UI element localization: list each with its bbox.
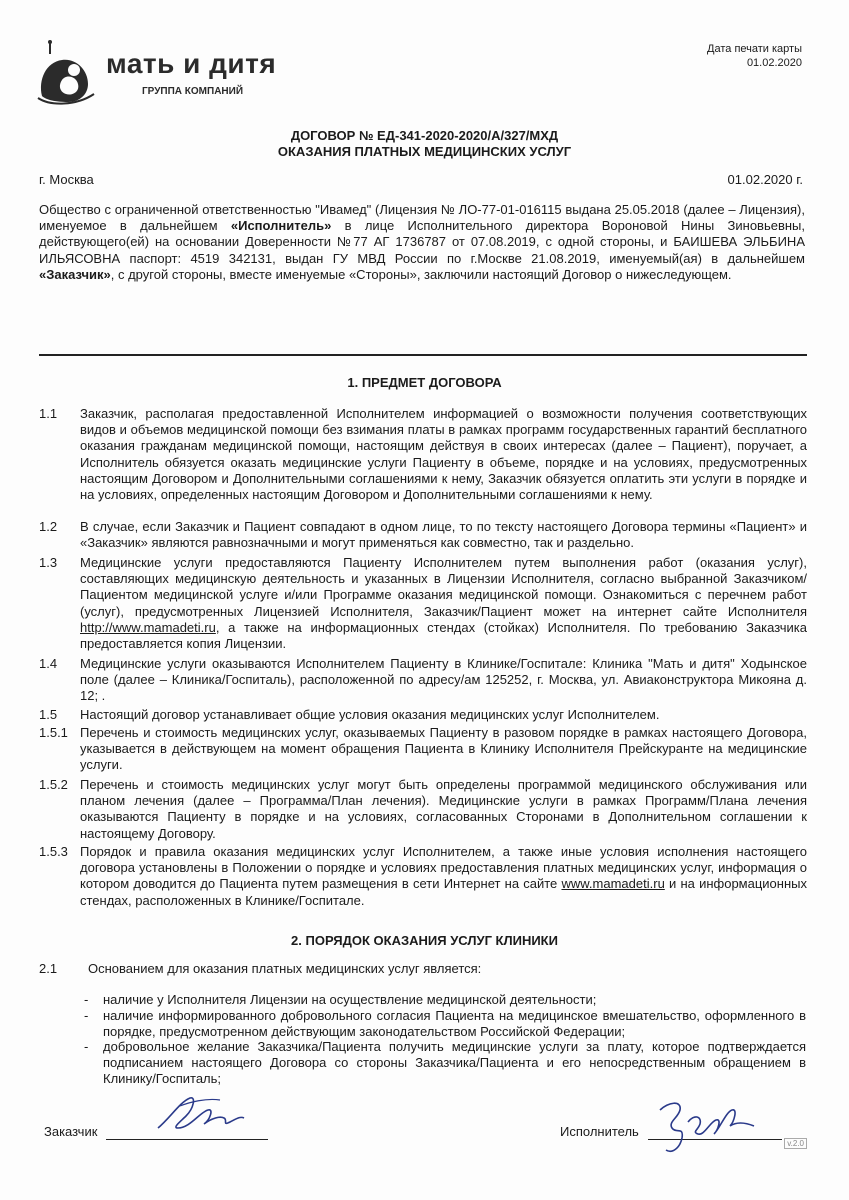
clause-text: Настоящий договор устанавливает общие условия оказания медицинских услуг Исполнителем.	[80, 707, 660, 722]
print-date-block	[707, 42, 802, 70]
dash-bullet: -	[84, 992, 89, 1007]
preamble-customer-term: «Заказчик»	[39, 266, 111, 282]
clause-number: 1.5.3	[39, 844, 68, 859]
company-logo	[36, 40, 296, 110]
clause-number: 1.5	[39, 707, 58, 722]
clause-text: В случае, если Заказчик и Пациент совпадают в одном лице, то по тексту настоящего Договора термины «Пациент» и «Заказчик» являются равнозначными и могут применяться как совместно, так и раздельно.	[80, 519, 807, 551]
website-link[interactable]: http://www.mamadeti.ru	[80, 619, 216, 635]
clause-number: 1.5.1	[39, 725, 68, 740]
logo-brand-text: мать и дитя	[106, 48, 277, 79]
clause-number: 2.1	[39, 961, 58, 976]
print-date-value: 01.02.2020	[746, 57, 802, 69]
clause-number: 1.2	[39, 519, 58, 534]
clause-text-part: , а также на информационных стендах (стойках) Исполнителя. По требованию Заказчика предоставляется копия Лицензии.	[80, 619, 807, 652]
executor-signature-label: Исполнитель	[560, 1124, 639, 1139]
clause-1-2	[39, 519, 807, 551]
dash-bullet: -	[84, 1008, 89, 1023]
list-item-text: добровольное желание Заказчика/Пациента получить медицинские услуги за плату, которое подтверждается подписанием настоящего Договора со стороны Заказчика/Пациента и его непосредственным обращением в Клинику/Госпиталь;	[103, 1039, 806, 1086]
clause-text	[80, 844, 807, 909]
version-label: v.2.0	[784, 1138, 807, 1149]
website-link[interactable]: www.mamadeti.ru	[561, 876, 665, 892]
list-item-text: наличие информированного добровольного согласия Пациента на медицинское вмешательство, оформленного в порядке, предусмотренном действующим законодательством Российской Федерации;	[103, 1008, 806, 1039]
clause-text-part: Порядок и правила оказания медицинских услуг Исполнителем, а также иные условия исполнения настоящего договора установлены в Положении о порядке и условиях предоставления платных медицинских услуг, информация о котором доводится до Пациента путем размещения в сети Интернет на сайте	[80, 844, 807, 892]
clause-text-part: и на информационных стендах, расположенных в Клинике/Госпитале.	[80, 876, 807, 908]
list-item	[84, 1039, 806, 1087]
clause-text: Основанием для оказания платных медицинских услуг является:	[88, 961, 482, 976]
clause-1-5-2	[39, 777, 807, 842]
clause-1-5	[39, 707, 807, 723]
contract-date: 01.02.2020 г.	[727, 172, 803, 187]
clause-number: 1.3	[39, 555, 58, 570]
list-item	[84, 1008, 806, 1040]
clause-1-5-1	[39, 725, 807, 774]
contract-title-name: ОКАЗАНИЯ ПЛАТНЫХ МЕДИЦИНСКИХ УСЛУГ	[277, 144, 572, 159]
contract-city: г. Москва	[39, 172, 94, 187]
print-date-label: Дата печати карты	[707, 43, 802, 55]
clause-1-1	[39, 406, 807, 503]
preamble-text-1: Общество с ограниченной ответственностью "Ивамед" (Лицензия № ЛО-77-01-016115 выдана 25.05.2018 (далее – Лицензия), именуемое в дальнейшем	[39, 202, 805, 234]
list-item-text: наличие у Исполнителя Лицензии на осуществление медицинской деятельности;	[103, 992, 597, 1007]
clause-1-3	[39, 555, 807, 652]
clause-text-part: Медицинские услуги предоставляются Пациенту Исполнителем путем выполнения работ (оказания услуг), составляющих медицинскую деятельность и указанных в Лицензии Исполнителя, согласно выбранной Заказчиком/Пациентом медицинской услуге и/или Программе оказания медицинской помощи. Ознакомиться с перечнем работ (услуг), предусмотренных Лицензией Исполнителя, Заказчик/Пациент может на интернет сайте Исполнителя	[80, 555, 807, 619]
section-heading-2: 2. ПОРЯДОК ОКАЗАНИЯ УСЛУГ КЛИНИКИ	[291, 933, 558, 948]
customer-signature-label: Заказчик	[44, 1124, 98, 1139]
mother-child-logo-icon	[36, 40, 98, 108]
clause-number: 1.1	[39, 406, 58, 421]
clause-text	[80, 555, 807, 652]
clause-2-1	[39, 961, 807, 977]
clause-text: Перечень и стоимость медицинских услуг, оказываемых Пациенту в разовом порядке в рамках настоящего Договора, указывается в действующем на момент обращения Пациента в Клинику Исполнителя Прейскуранте на медицинские услуги.	[80, 725, 807, 773]
list-item	[84, 992, 806, 1008]
horizontal-divider	[39, 354, 807, 356]
clause-text: Медицинские услуги оказываются Исполнителем Пациенту в Клинике/Госпитале: Клиника "Мать и дитя" Ходынское поле (далее – Клиника/Госпиталь), расположенной по адресу/ам 125252, г. Москва, ул. Авиаконструктора Микояна д. 12; .	[80, 656, 807, 704]
preamble-paragraph	[39, 202, 805, 283]
preamble-text-3: , с другой стороны, вместе именуемые «Стороны», заключили настоящий Договор о нижеследующем.	[110, 266, 732, 282]
clause-number: 1.5.2	[39, 777, 68, 792]
preamble-text-2: в лице Исполнительного директора Вороновой Нины Зиновьевны, действующего(ей) на основании Доверенности №77 АГ 1736787 от 07.08.2019, с одной стороны, и БАИШЕВА ЭЛЬБИНА ИЛЬЯСОВНА паспорт: 4519 342131, выдан ГУ МВД России по г.Москве 21.08.2019, именуемый(ая) в дальнейшем	[39, 218, 805, 266]
clause-text: Заказчик, располагая предоставленной Исполнителем информацией о возможности получения соответствующих видов и объемов медицинской помощи без взимания платы в рамках программ государственных гарантий бесплатного оказания гражданам медицинской помощи, настоящим действуя в своих интересах (далее – Пациент), поручает, а Исполнитель обязуется оказать медицинские услуги Пациенту в объеме, порядке и на условиях, предусмотренных настоящим Договором и Дополнительными соглашениями к нему, Заказчик обязуется оплатить эти услуги в порядке и на условиях, определенных настоящим Договором и Дополнительными соглашениями к нему.	[80, 406, 807, 503]
executor-signature-icon	[654, 1092, 764, 1158]
logo-group-text: ГРУППА КОМПАНИЙ	[142, 86, 244, 97]
dash-bullet: -	[84, 1039, 89, 1054]
section-heading-1: 1. ПРЕДМЕТ ДОГОВОРА	[347, 375, 502, 390]
preamble-executor-term: «Исполнитель»	[230, 218, 332, 234]
clause-1-4	[39, 656, 807, 705]
customer-signature-icon	[150, 1088, 250, 1148]
clause-text: Перечень и стоимость медицинских услуг могут быть определены программой медицинского обслуживания или планом лечения (далее – Программа/План лечения). Медицинские услуги в рамках Программ/Плана лечения оказываются Пациенту в порядке и на условиях, согласованных Сторонами в Дополнительном соглашении к настоящему Договору.	[80, 777, 807, 841]
clause-1-5-3	[39, 844, 807, 909]
contract-title-number: ДОГОВОР № ЕД-341-2020-2020/А/327/МХД	[290, 128, 559, 143]
clause-number: 1.4	[39, 656, 58, 671]
